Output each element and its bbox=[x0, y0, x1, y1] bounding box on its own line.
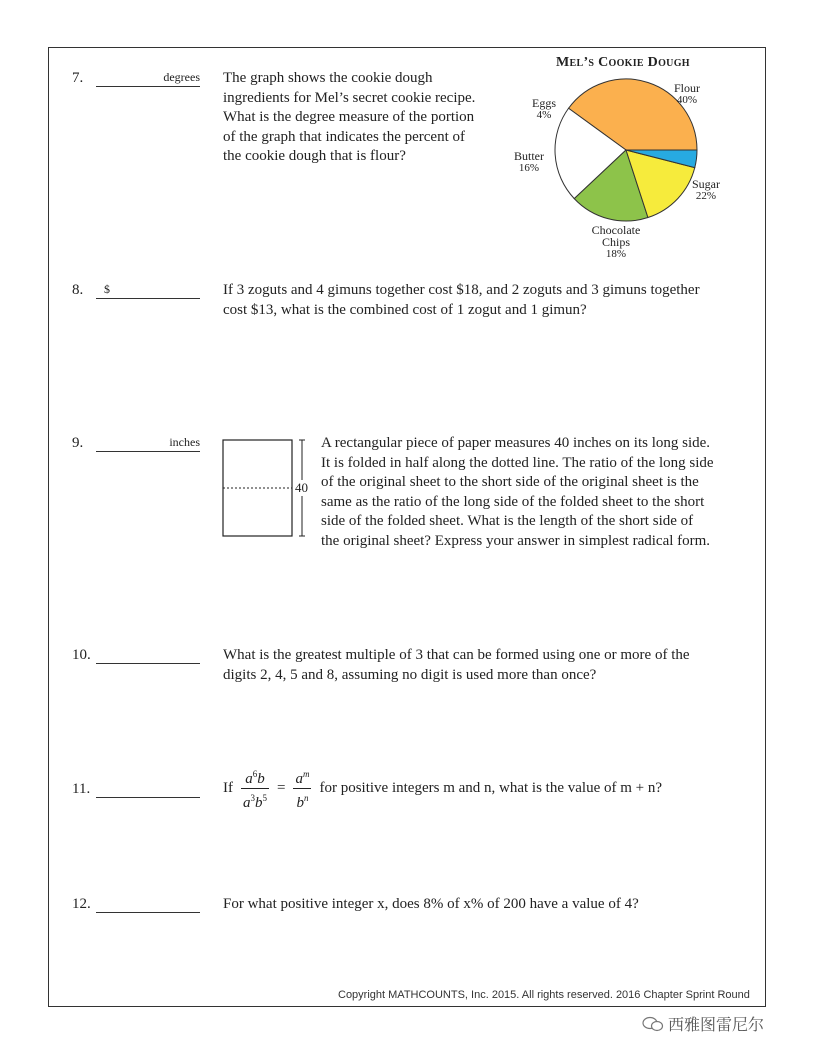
fraction-left-denominator: $a^3b^5$ bbox=[243, 793, 267, 811]
answer-blank-11[interactable] bbox=[96, 779, 200, 798]
fraction-right bbox=[293, 765, 311, 812]
pie-label-eggs bbox=[532, 97, 556, 121]
folded-paper-figure bbox=[222, 438, 318, 545]
pie-label-sugar-pct: 22% bbox=[695, 190, 717, 202]
question-12-text: For what positive integer x, does 8% of x% of 200 have a value of 4? bbox=[223, 896, 639, 912]
question-12-number: 12. bbox=[72, 896, 91, 912]
answer-unit-7: degrees bbox=[163, 70, 200, 84]
paper-rectangle bbox=[223, 440, 292, 536]
pie-label-chocolate bbox=[584, 224, 648, 260]
question-10-text bbox=[223, 646, 690, 685]
q9-line: A rectangular piece of paper measures 40 inches on its long side. bbox=[321, 435, 711, 451]
question-8-text bbox=[223, 281, 700, 320]
q10-line: What is the greatest multiple of 3 that can be formed using one or more of the bbox=[223, 647, 690, 663]
answer-prefix-8: $ bbox=[104, 282, 110, 296]
watermark bbox=[642, 1012, 764, 1035]
q10-line: digits 2, 4, 5 and 8, assuming no digit is used more than once? bbox=[223, 666, 597, 683]
pie-chart bbox=[0, 0, 816, 280]
pie-label-sugar-name: Sugar bbox=[692, 177, 720, 191]
question-10-number: 10. bbox=[72, 647, 91, 663]
question-9-number: 9. bbox=[72, 435, 84, 451]
answer-blank-10[interactable] bbox=[96, 645, 200, 664]
fraction-left-numerator: $a^6b$ bbox=[241, 765, 269, 789]
answer-blank-9[interactable] bbox=[96, 433, 200, 452]
q9-line: It is folded in half along the dotted line. The ratio of the long side bbox=[321, 454, 714, 471]
chart-title: Mel’s Cookie Dough bbox=[556, 55, 690, 70]
answer-blank-12[interactable] bbox=[96, 894, 200, 913]
q8-line: cost $13, what is the combined cost of 1 zogut and 1 gimun? bbox=[223, 301, 587, 318]
question-9-text bbox=[321, 434, 714, 551]
pie-label-flour-name: Flour bbox=[674, 81, 701, 95]
q7-line: of the graph that indicates the percent of bbox=[223, 128, 465, 145]
q8-line: If 3 zoguts and 4 gimuns together cost $18, and 2 zoguts and 3 gimuns together bbox=[223, 282, 700, 298]
pie-label-eggs-pct: 4% bbox=[536, 109, 552, 121]
fraction-left bbox=[241, 765, 269, 812]
q11-after-text: for positive integers m and n, what is the value of m + n? bbox=[319, 779, 663, 796]
answer-unit-9: inches bbox=[169, 435, 200, 449]
q11-if: If bbox=[223, 779, 233, 796]
pie-label-butter-name: Butter bbox=[514, 149, 544, 163]
dimension-label-40: 40 bbox=[295, 480, 308, 495]
fraction-right-numerator: $a^m$ bbox=[293, 765, 311, 789]
pie-label-butter bbox=[514, 150, 544, 174]
pie-label-chocolate-name: Chocolate Chips bbox=[591, 223, 641, 249]
copyright-footer: Copyright MATHCOUNTS, Inc. 2015. All rights reserved. 2016 Chapter Sprint Round bbox=[338, 989, 750, 1001]
q11-equals: = bbox=[277, 779, 286, 796]
question-7-number: 7. bbox=[72, 70, 84, 86]
q9-line: side of the folded sheet. What is the length of the short side of bbox=[321, 513, 694, 529]
question-11-number: 11. bbox=[72, 781, 91, 797]
question-8-number: 8. bbox=[72, 282, 84, 298]
question-11-text bbox=[223, 765, 662, 812]
answer-blank-8[interactable] bbox=[96, 280, 200, 299]
pie-label-eggs-name: Eggs bbox=[532, 96, 556, 110]
q9-line: the original sheet? Express your answer in simplest radical form. bbox=[321, 532, 711, 549]
q7-line: ingredients for Mel’s secret cookie recipe. bbox=[223, 89, 476, 106]
q7-line: What is the degree measure of the portion bbox=[223, 109, 475, 125]
wechat-icon bbox=[642, 1016, 664, 1032]
pie-label-chocolate-pct: 18% bbox=[605, 248, 627, 260]
q7-line: The graph shows the cookie dough bbox=[223, 70, 433, 86]
pie-label-sugar bbox=[692, 178, 720, 202]
q9-line: of the original sheet to the short side of the original sheet is the bbox=[321, 474, 699, 490]
watermark-text: 西雅图雷尼尔 bbox=[668, 1015, 765, 1034]
pie-label-butter-pct: 16% bbox=[518, 162, 540, 174]
pie-label-flour-pct: 40% bbox=[676, 94, 698, 106]
q9-line: same as the ratio of the long side of the folded sheet to the short bbox=[321, 493, 705, 510]
pie-label-flour bbox=[674, 82, 700, 106]
fraction-right-denominator: $b^n$ bbox=[296, 793, 309, 811]
q7-line: the cookie dough that is flour? bbox=[223, 148, 406, 164]
